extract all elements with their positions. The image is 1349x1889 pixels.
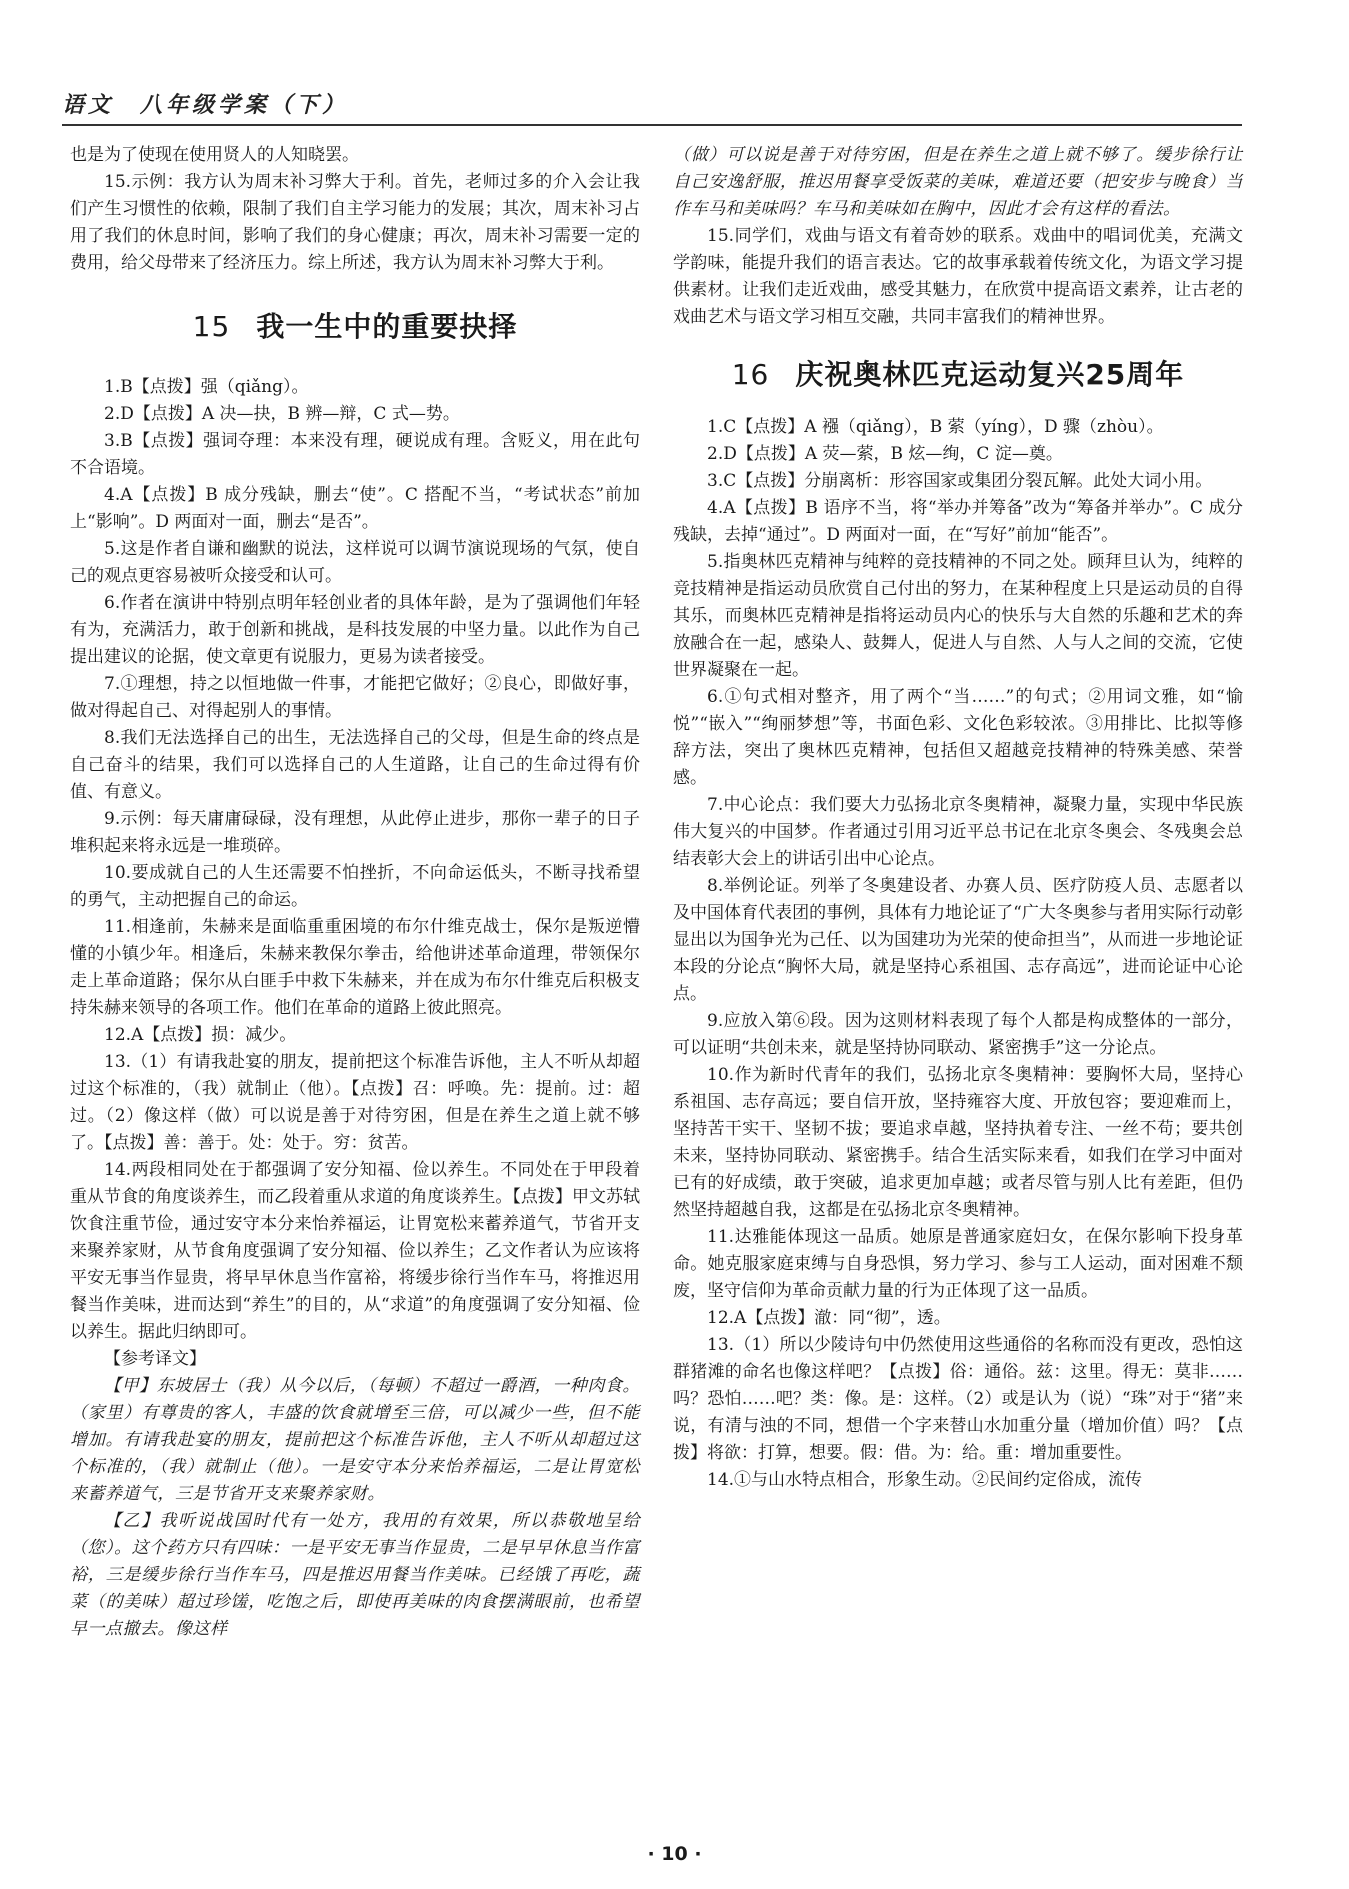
left-intro-1: 15.示例：我方认为周末补习弊大于利。首先，老师过多的介入会让我们产生习惯性的依赖，限制了我们自主学习能力的发展；其次，周末补习占用了我们的休息时间，影响了我们的身心健康；再次，周末补习需要一定的费用，给父母带来了经济压力。综上所述，我方认为周末补习弊大于利。 bbox=[70, 172, 640, 273]
answer-item: 9.应放入第⑥段。因为这则材料表现了每个人都是构成整体的一部分，可以证明“共创未来，就是坚持协同联动、紧密携手”这一分论点。 bbox=[673, 1011, 1243, 1058]
translation-paragraph: 【乙】我听说战国时代有一处方，我用的有效果，所以恭敬地呈给（您）。这个药方只有四味：一是平安无事当作显贵，二是早早休息当作富裕，三是缓步徐行当作车马，四是推迟用餐当作美味。已经饿了再吃，蔬菜（的美味）超过珍馐，吃饱之后，即使再美味的肉食摆满眼前，也希望早一点撤去。像这样 bbox=[70, 1511, 640, 1639]
answer-item: 4.A【点拨】B 成分残缺，删去“使”。C 搭配不当，“考试状态”前加上“影响”。D 两面对一面，删去“是否”。 bbox=[70, 485, 640, 532]
answer-item: 9.示例：每天庸庸碌碌，没有理想，从此停止进步，那你一辈子的日子堆积起来将永远是一堆琐碎。 bbox=[70, 809, 640, 856]
answer-item: 13.（1）有请我赴宴的朋友，提前把这个标准告诉他，主人不听从却超过这个标准的，（我）就制止（他）。【点拨】召：呼唤。先：提前。过：超过。（2）像这样（做）可以说是善于对待穷困，但是在养生之道上就不够了。【点拨】善：善于。处：处于。穷：贫苦。 bbox=[70, 1052, 640, 1153]
answer-item: 1.B【点拨】强（qiǎng）。 bbox=[104, 377, 309, 397]
section-title-16 bbox=[673, 358, 1243, 391]
answer-item: 10.要成就自己的人生还需要不怕挫折，不向命运低头，不断寻找希望的勇气，主动把握自己的命运。 bbox=[70, 863, 640, 910]
answer-item: 13.（1）所以少陵诗句中仍然使用这些通俗的名称而没有更改，恐怕这群猪滩的命名也像这样吧？【点拨】俗：通俗。兹：这里。得无：莫非……吗？恐怕……吧？类：像。是：这样。（2）或是认为（说）“珠”对于“猪”来说，有清与浊的不同，想借一个字来替山水加重分量（增加价值）吗？【点拨】将欲：打算，想要。假：借。为：给。重：增加重要性。 bbox=[673, 1335, 1243, 1463]
answer-item: 8.举例论证。列举了冬奥建设者、办赛人员、医疗防疫人员、志愿者以及中国体育代表团的事例，具体有力地论证了“广大冬奥参与者用实际行动彰显出以为国争光为己任、以为国建功为光荣的使命担当”，从而进一步地论证本段的分论点“胸怀大局，就是坚持心系祖国、志存高远”，进而论证中心论点。 bbox=[673, 876, 1243, 1004]
answer-item: 14.①与山水特点相合，形象生动。②民间约定俗成，流传 bbox=[707, 1470, 1143, 1490]
translation-paragraph: 【甲】东坡居士（我）从今以后，（每顿）不超过一爵酒，一种肉食。（家里）有尊贵的客人，丰盛的饮食就增至三倍，可以减少一些，但不能增加。有请我赴宴的朋友，提前把这个标准告诉他，主人不听从却超过这个标准的，（我）就制止（他）。一是安守本分来怡养福运，二是让胃宽松来蓄养道气，三是节省开支来聚养家财。 bbox=[70, 1376, 640, 1504]
answer-item: 12.A【点拨】损：减少。 bbox=[104, 1025, 297, 1045]
answer-item: 11.相逢前，朱赫来是面临重重困境的布尔什维克战士，保尔是叛逆懵懂的小镇少年。相逢后，朱赫来教保尔拳击，给他讲述革命道理，带领保尔走上革命道路；保尔从白匪手中救下朱赫来，并在成为布尔什维克后积极支持朱赫来领导的各项工作。他们在革命的道路上彼此照亮。 bbox=[70, 917, 640, 1018]
answer-item: 1.C【点拨】A 襁（qiǎng），B 萦（yíng），D 骤（zhòu）。 bbox=[707, 417, 1164, 437]
page-header bbox=[62, 88, 1242, 122]
answer-item: 11.达雅能体现这一品质。她原是普通家庭妇女，在保尔影响下投身革命。她克服家庭束缚与自身恐惧，努力学习、参与工人运动，面对困难不颓废，坚守信仰为革命贡献力量的行为正体现了这一品质。 bbox=[673, 1227, 1243, 1301]
section-title-text: 我一生中的重要抉择 bbox=[256, 310, 518, 343]
right-intro-0: （做）可以说是善于对待穷困，但是在养生之道上就不够了。缓步徐行让自己安逸舒服，推迟用餐享受饭菜的美味，难道还要（把安步与晚食）当作车马和美味吗？车马和美味如在胸中，因此才会有这样的看法。 bbox=[673, 145, 1243, 219]
page-number: · 10 · bbox=[647, 1843, 702, 1865]
answer-item: 3.B【点拨】强词夺理：本来没有理，硬说成有理。含贬义，用在此句不合语境。 bbox=[70, 431, 640, 478]
right-intro-1: 15.同学们，戏曲与语文有着奇妙的联系。戏曲中的唱词优美，充满文学韵味，能提升我们的语言表达。它的故事承载着传统文化，为语文学习提供素材。让我们走近戏曲，感受其魅力，在欣赏中提高语文素养，让古老的戏曲艺术与语文学习相互交融，共同丰富我们的精神世界。 bbox=[673, 226, 1243, 327]
answer-item: 6.作者在演讲中特别点明年轻创业者的具体年龄，是为了强调他们年轻有为，充满活力，敢于创新和挑战，是科技发展的中坚力量。以此作为自己提出建议的论据，使文章更有说服力，更易为读者接受。 bbox=[70, 593, 640, 667]
section-number: 15 bbox=[192, 310, 231, 343]
answer-item: 2.D【点拨】A 荧—萦，B 炫—绚，C 淀—奠。 bbox=[707, 444, 1063, 464]
answer-item: 10.作为新时代青年的我们，弘扬北京冬奥精神：要胸怀大局，坚持心系祖国、志存高远；要自信开放，坚持雍容大度、开放包容；要迎难而上，坚持苦干实干、坚韧不拔；要追求卓越，坚持执着专注、一丝不苟；要共创未来，坚持协同联动、紧密携手。结合生活实际来看，如我们在学习中面对已有的好成绩，敢于突破，追求更加卓越；或者尽管与别人比有差距，但仍然坚持超越自我，这都是在弘扬北京冬奥精神。 bbox=[673, 1065, 1243, 1220]
answer-item: 5.指奥林匹克精神与纯粹的竞技精神的不同之处。顾拜旦认为，纯粹的竞技精神是指运动员欣赏自己付出的努力，在某种程度上只是运动员的自得其乐，而奥林匹克精神是指将运动员内心的快乐与大自然的乐趣和艺术的奔放融合在一起，感染人、鼓舞人，促进人与自然、人与人之间的交流，它使世界凝聚在一起。 bbox=[673, 552, 1243, 680]
header-title: 语文 八年级学案（下） bbox=[62, 92, 349, 118]
left-column bbox=[70, 142, 640, 1643]
answer-item: 7.中心论点：我们要大力弘扬北京冬奥精神，凝聚力量，实现中华民族伟大复兴的中国梦。作者通过引用习近平总书记在北京冬奥会、冬残奥会总结表彰大会上的讲话引出中心论点。 bbox=[673, 795, 1243, 869]
header-divider bbox=[62, 124, 1242, 126]
answer-item: 7.①理想，持之以恒地做一件事，才能把它做好；②良心，即做好事，做对得起自己、对得起别人的事情。 bbox=[70, 674, 640, 721]
answer-item: 3.C【点拨】分崩离析：形容国家或集团分裂瓦解。此处大词小用。 bbox=[707, 471, 1213, 491]
answer-item: 14.两段相同处在于都强调了安分知福、俭以养生。不同处在于甲段着重从节食的角度谈养生，而乙段着重从求道的角度谈养生。【点拨】甲文苏轼饮食注重节俭，通过安守本分来怡养福运，让胃宽松来蓄养道气，节省开支来聚养家财，从节食角度强调了安分知福、俭以养生；乙文作者认为应该将平安无事当作显贵，将早早休息当作富裕，将缓步徐行当作车马，将推迟用餐当作美味，进而达到“养生”的目的，从“求道”的角度强调了安分知福、俭以养生。据此归纳即可。 bbox=[70, 1160, 640, 1342]
answer-item: 12.A【点拨】澈：同“彻”，透。 bbox=[707, 1308, 951, 1328]
answer-item: 5.这是作者自谦和幽默的说法，这样说可以调节演说现场的气氛，使自己的观点更容易被听众接受和认可。 bbox=[70, 539, 640, 586]
section-title-text: 庆祝奥林匹克运动复兴25周年 bbox=[795, 358, 1185, 391]
left-intro-0: 也是为了使现在使用贤人的人知晓罢。 bbox=[70, 145, 359, 165]
section-number: 16 bbox=[731, 358, 770, 391]
answer-item: 2.D【点拨】A 决—抉，B 辨—辩，C 式—势。 bbox=[104, 404, 460, 424]
section-title-15 bbox=[70, 310, 640, 343]
translation-label: 【参考译文】 bbox=[104, 1349, 206, 1369]
answer-item: 4.A【点拨】B 语序不当，将“举办并筹备”改为“筹备并举办”。C 成分残缺，去掉“通过”。D 两面对一面，在“写好”前加“能否”。 bbox=[673, 498, 1243, 545]
answer-item: 8.我们无法选择自己的出生，无法选择自己的父母，但是生命的终点是自己奋斗的结果，我们可以选择自己的人生道路，让自己的生命过得有价值、有意义。 bbox=[70, 728, 640, 802]
right-column bbox=[673, 142, 1243, 1494]
answer-item: 6.①句式相对整齐，用了两个“当……”的句式；②用词文雅，如“愉悦”“嵌入”“绚丽梦想”等，书面色彩、文化色彩较浓。③用排比、比拟等修辞方法，突出了奥林匹克精神，包括但又超越竞技精神的特殊美感、荣誉感。 bbox=[673, 687, 1243, 788]
